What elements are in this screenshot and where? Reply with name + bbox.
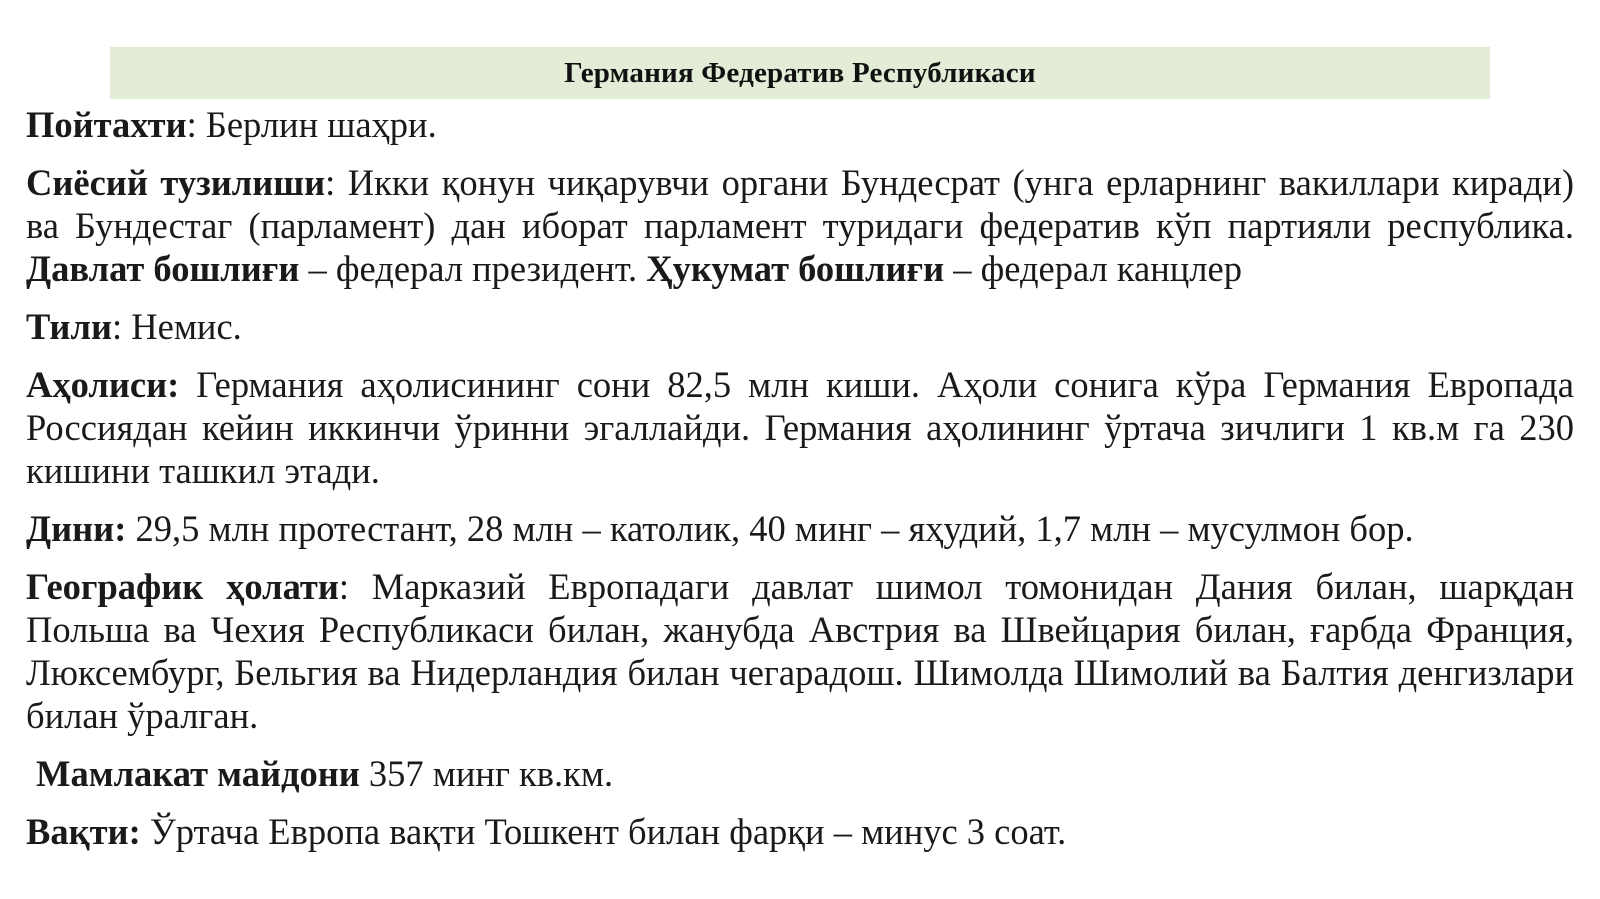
geography-text: Марказий Европадаги давлат шимол томонидан Дания билан, шарқдан Польша ва Чехия Республикаси билан, жанубда Австрия ва Швейцария билан, ғарбда Франция, Люксембург, Бельгия ва Нидерландия билан чегарадош. Шимолда Шимолий ва Балтия денгизлари билан ўралган. bbox=[26, 566, 1574, 736]
political-label: Сиёсий тузилиши bbox=[26, 162, 326, 203]
title-bar bbox=[110, 47, 1490, 99]
capital-text: Берлин шаҳри. bbox=[205, 104, 437, 145]
language-text: Немис. bbox=[131, 306, 242, 347]
religion-label: Дини: bbox=[26, 508, 127, 549]
language-paragraph bbox=[26, 305, 1574, 348]
geography-paragraph bbox=[26, 565, 1574, 737]
population-text: Германия аҳолисининг сони 82,5 млн киши. Аҳоли сонига кўра Германия Европада Россиядан кейин иккинчи ўринни эгаллайди. Германия аҳолининг ўртача зичлиги 1 кв.м га 230 кишини ташкил этади. bbox=[26, 364, 1574, 491]
slide-content bbox=[26, 103, 1574, 868]
area-text: 357 минг кв.км. bbox=[359, 753, 614, 794]
geography-separator: : bbox=[338, 566, 372, 607]
time-label: Вақти: bbox=[26, 811, 141, 852]
geography-label: Географик ҳолати bbox=[26, 566, 339, 607]
language-separator: : bbox=[111, 306, 132, 347]
capital-label: Пойтахти bbox=[26, 104, 187, 145]
head-of-government-label: Ҳукумат бошлиғи bbox=[646, 248, 945, 289]
head-of-state-text: – федерал президент. bbox=[299, 248, 647, 289]
political-separator: : bbox=[325, 162, 348, 203]
capital-separator: : bbox=[186, 104, 206, 145]
time-text: Ўртача Европа вақти Тошкент билан фарқи – минус 3 соат. bbox=[140, 811, 1067, 852]
area-paragraph bbox=[26, 752, 1574, 795]
religion-text: 29,5 млн протестант, 28 млн – католик, 40 минг – яҳудий, 1,7 млн – мусулмон бор. bbox=[126, 508, 1414, 549]
head-of-government-text: – федерал канцлер bbox=[944, 248, 1242, 289]
head-of-state-label: Давлат бошлиғи bbox=[26, 248, 300, 289]
slide-title: Германия Федератив Республикаси bbox=[564, 56, 1036, 89]
time-paragraph bbox=[26, 810, 1574, 853]
religion-paragraph bbox=[26, 507, 1574, 550]
area-label: Мамлакат майдони bbox=[36, 753, 360, 794]
capital-paragraph bbox=[26, 103, 1574, 146]
language-label: Тили bbox=[26, 306, 112, 347]
population-label: Аҳолиси: bbox=[26, 364, 180, 405]
population-paragraph bbox=[26, 363, 1574, 492]
political-text: Икки қонун чиқарувчи органи Бундесрат (унга ерларнинг вакиллари киради) ва Бундестаг (парламент) дан иборат парламент туридаги федератив кўп партияли республика. bbox=[26, 162, 1574, 246]
political-paragraph bbox=[26, 161, 1574, 290]
